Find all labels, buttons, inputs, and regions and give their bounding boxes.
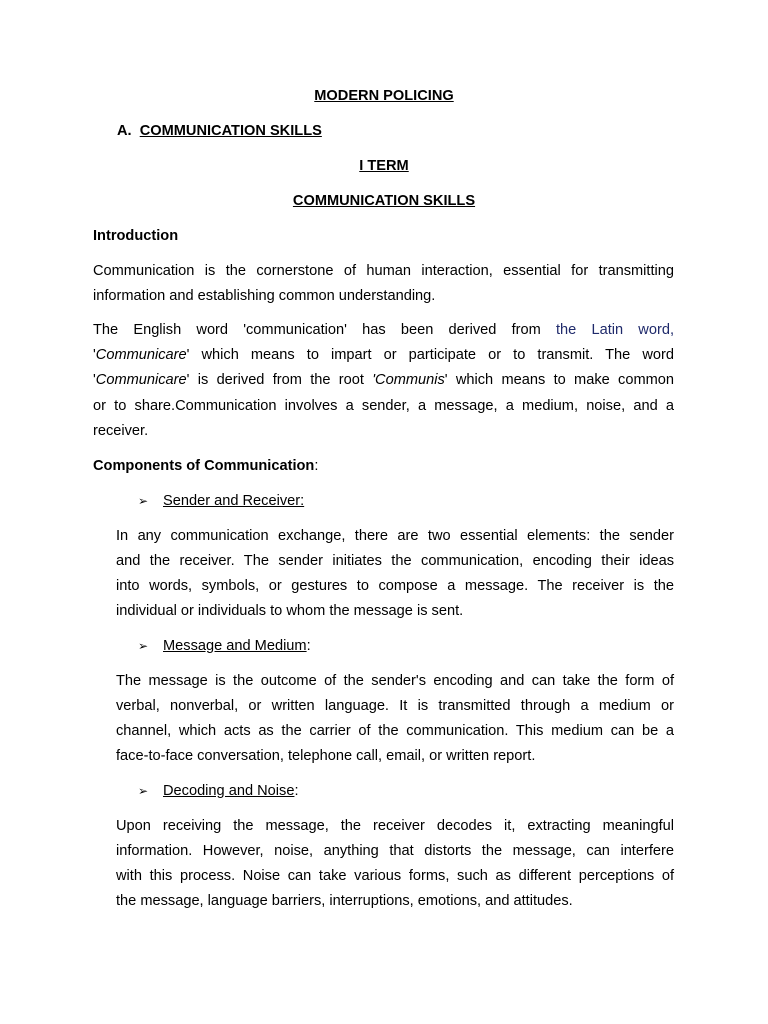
section-title: COMMUNICATION SKILLS — [139, 123, 322, 139]
term-heading: I TERM — [359, 158, 409, 174]
etymology-text: ' which means to make common — [444, 372, 674, 388]
etymology-text: ' is derived from the root — [186, 372, 373, 388]
item-title: Decoding and Noise — [163, 783, 295, 799]
arrow-bullet-icon: ➢ — [138, 784, 149, 798]
arrow-bullet-icon: ➢ — [138, 639, 149, 653]
etymology-text: The English word 'communication' has been derived from — [93, 322, 541, 338]
section-label: A. — [117, 123, 132, 139]
components-heading — [93, 457, 318, 475]
item-heading-decoding-noise — [163, 782, 299, 800]
item-suffix: : — [294, 783, 299, 799]
item-2-line-2: verbal, nonverbal, or written language. It is transmitted through a medium or — [116, 698, 674, 714]
item-heading-message-medium — [163, 637, 311, 655]
etymology-line-2 — [93, 346, 674, 364]
item-2-line-4: face-to-face conversation, telephone call, email, or written report. — [116, 748, 536, 764]
intro-heading: Introduction — [93, 228, 179, 244]
term-communicare: Communicare — [95, 347, 187, 363]
intro-line-1: Communication is the cornerstone of human interaction, essential for transmitting — [93, 263, 674, 279]
etymology-line-1 — [93, 321, 674, 339]
section-heading — [117, 122, 322, 140]
item-1-line-2: and the receiver. The sender initiates the communication, encoding their ideas — [116, 553, 674, 569]
arrow-bullet-icon: ➢ — [138, 494, 149, 508]
etymology-latin-word: the Latin word, — [555, 322, 674, 338]
etymology-text: ' which means to impart or participate or to transmit. The word — [186, 347, 674, 363]
item-1-line-1: In any communication exchange, there are two essential elements: the sender — [116, 528, 674, 544]
item-3-line-3: with this process. Noise can take various forms, such as different perceptions of — [116, 868, 674, 884]
document-title: MODERN POLICING — [314, 88, 454, 104]
item-title: Message and Medium — [163, 638, 307, 654]
item-3-line-4: the message, language barriers, interruptions, emotions, and attitudes. — [116, 893, 573, 909]
etymology-line-5: receiver. — [93, 423, 149, 439]
components-colon: : — [314, 458, 319, 474]
item-2-line-1: The message is the outcome of the sender's encoding and can take the form of — [116, 673, 674, 689]
intro-line-2: information and establishing common understanding. — [93, 288, 436, 304]
item-title: Sender and Receiver: — [163, 493, 305, 509]
quote-mark: ' — [93, 347, 96, 363]
item-1-line-3: into words, symbols, or gestures to compose a message. The receiver is the — [116, 578, 674, 594]
item-1-line-4: individual or individuals to whom the message is sent. — [116, 603, 464, 619]
item-suffix: : — [306, 638, 311, 654]
term-communis: 'Communis — [372, 372, 445, 388]
subtitle-heading: COMMUNICATION SKILLS — [292, 193, 476, 209]
quote-mark: ' — [93, 372, 96, 388]
etymology-line-3 — [93, 371, 674, 389]
term-communicare: Communicare — [95, 372, 187, 388]
item-heading-sender-receiver — [163, 492, 304, 510]
etymology-line-4: or to share.Communication involves a sender, a message, a medium, noise, and a — [93, 398, 674, 414]
components-heading-text: Components of Communication — [93, 458, 315, 474]
item-3-line-1: Upon receiving the message, the receiver decodes it, extracting meaningful — [116, 818, 674, 834]
item-2-line-3: channel, which acts as the carrier of the communication. This medium can be a — [116, 723, 674, 739]
item-3-line-2: information. However, noise, anything that distorts the message, can interfere — [116, 843, 674, 859]
